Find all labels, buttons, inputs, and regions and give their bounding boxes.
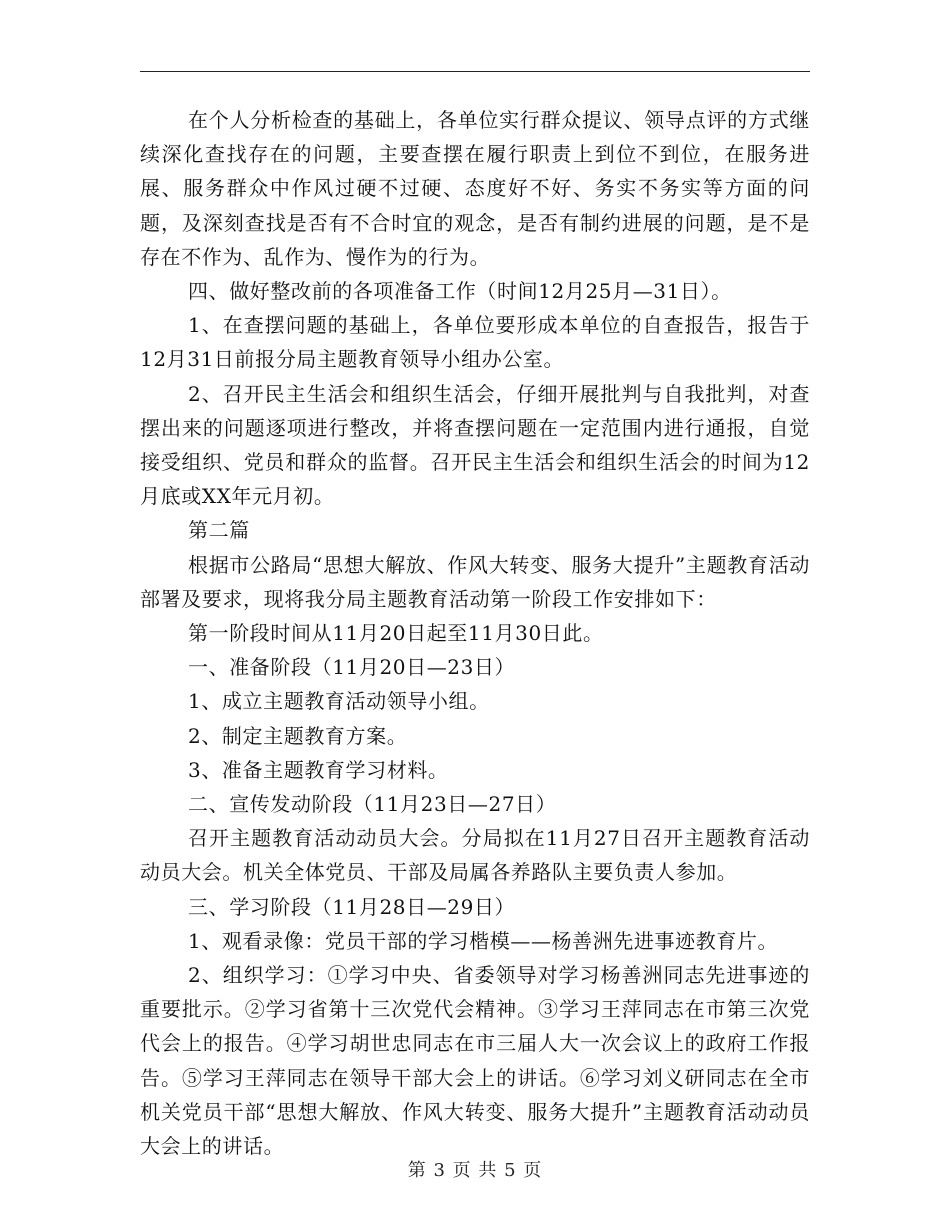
list-item: 1、成立主题教育活动领导小组。 xyxy=(188,689,490,714)
list-item: 1、观看录像：党员干部的学习楷模——杨善洲先进事迹教育片。 xyxy=(188,928,779,953)
paragraph: 根据市公路局“思想大解放、作风大转变、服务大提升”主题教育活动部署及要求，现将我分局主题教育活动第一阶段工作安排如下： xyxy=(140,552,810,611)
paragraph: 1、在查摆问题的基础上，各单位要形成本单位的自查报告，报告于12月31日前报分局主题教育领导小组办公室。 xyxy=(140,313,810,372)
paragraph: 2、召开民主生活会和组织生活会，仔细开展批判与自我批判，对查摆出来的问题逐项进行整改，并将查摆问题在一定范围内进行通报，自觉接受组织、党员和群众的监督。召开民主生活会和组织生活会的时间为12月底或XX年元月初。 xyxy=(140,381,810,509)
header-rule xyxy=(140,71,810,72)
part-heading: 第二篇 xyxy=(188,518,250,543)
paragraph: 召开主题教育活动动员大会。分局拟在11月27日召开主题教育活动动员大会。机关全体党员、干部及局属各养路队主要负责人参加。 xyxy=(140,826,810,885)
section-heading: 二、宣传发动阶段（11月23日—27日） xyxy=(188,792,557,817)
document-body xyxy=(140,103,810,1163)
section-heading: 四、做好整改前的各项准备工作（时间12月25月—31日）。 xyxy=(188,279,732,304)
list-item: 2、组织学习：①学习中央、省委领导对学习杨善洲同志先进事迹的重要批示。②学习省第十三次党代会精神。③学习王萍同志在市第三次党代会上的报告。④学习胡世忠同志在市三届人大一次会议上的政府工作报告。⑤学习王萍同志在领导干部大会上的讲话。⑥学习刘义研同志在全市机关党员干部“思想大解放、作风大转变、服务大提升”主题教育活动动员大会上的讲话。 xyxy=(140,963,810,1159)
section-heading: 三、学习阶段（11月28日—29日） xyxy=(188,894,516,919)
section-heading: 一、准备阶段（11月20日—23日） xyxy=(188,655,516,680)
list-item: 2、制定主题教育方案。 xyxy=(188,723,408,748)
list-item: 3、准备主题教育学习材料。 xyxy=(188,757,449,782)
paragraph: 第一阶段时间从11月20日起至11月30日此。 xyxy=(188,621,604,646)
paragraph: 在个人分析检查的基础上，各单位实行群众提议、领导点评的方式继续深化查找存在的问题，主要查摆在履行职责上到位不到位，在服务进展、服务群众中作风过硬不过硬、态度好不好、务实不务实等方面的问题，及深刻查找是否有不合时宜的观念，是否有制约进展的问题，是不是存在不作为、乱作为、慢作为的行为。 xyxy=(140,108,810,269)
page-number: 第 3 页 共 5 页 xyxy=(407,1160,543,1181)
